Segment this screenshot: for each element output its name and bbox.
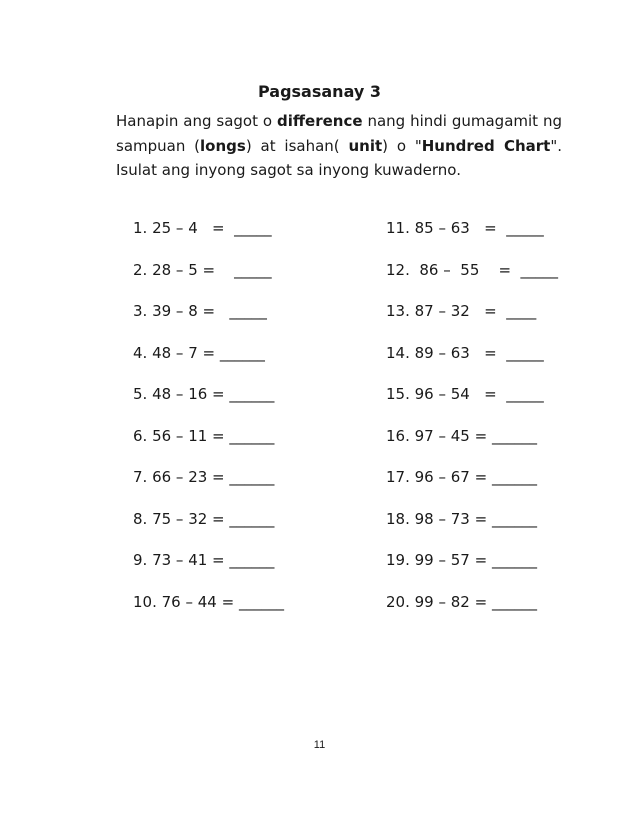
- problem-7: 7. 66 – 23 = ______: [133, 468, 275, 486]
- problem-4: 4. 48 – 7 = ______: [133, 343, 265, 362]
- problem-14: 14. 89 – 63 = _____: [386, 343, 544, 362]
- term-difference: difference: [277, 112, 363, 130]
- problems-left-column: [133, 218, 284, 633]
- instructions-paragraph: [116, 109, 562, 183]
- problem-18: 18. 98 – 73 = ______: [386, 509, 537, 528]
- problem-11: 11. 85 – 63 = _____: [386, 219, 544, 237]
- problem-12: 12. 86 – 55 = _____: [386, 260, 559, 279]
- problem-17: 17. 96 – 67 = ______: [386, 468, 537, 486]
- instructions-text-1: Hanapin ang sagot o: [116, 112, 277, 130]
- problem-20: 20. 99 – 82 = ______: [386, 592, 537, 611]
- problem-15: 15. 96 – 54 = _____: [386, 385, 544, 403]
- instructions-text-5: ". Isulat ang inyong sagot sa inyong kuwaderno.: [116, 136, 563, 179]
- problem-8: 8. 75 – 32 = ______: [133, 509, 275, 528]
- term-longs: longs: [200, 136, 246, 155]
- instructions-text-4: ) o ": [382, 136, 422, 155]
- term-unit: unit: [348, 136, 383, 155]
- instructions-text-3: ) at isahan(: [245, 136, 349, 155]
- page-number: 11: [313, 739, 326, 751]
- instructions-text-2: nang hindi gumagamit ng sampuan (: [116, 112, 562, 155]
- problem-16: 16. 97 – 45 = ______: [386, 426, 537, 445]
- problem-19: 19. 99 – 57 = ______: [386, 551, 537, 569]
- problem-13: 13. 87 – 32 = ____: [386, 302, 537, 320]
- term-hundred-chart: Hundred Chart: [421, 136, 551, 155]
- problem-3: 3. 39 – 8 = _____: [133, 302, 267, 320]
- problem-9: 9. 73 – 41 = ______: [133, 551, 275, 569]
- problem-5: 5. 48 – 16 = ______: [133, 385, 275, 403]
- problems-right-column: [386, 218, 558, 633]
- problem-6: 6. 56 – 11 = ______: [133, 426, 275, 445]
- problem-10: 10. 76 – 44 = ______: [133, 592, 284, 611]
- problem-2: 2. 28 – 5 = _____: [133, 260, 272, 279]
- problem-1: 1. 25 – 4 = _____: [133, 219, 272, 237]
- page-title: Pagsasanay 3: [257, 82, 381, 101]
